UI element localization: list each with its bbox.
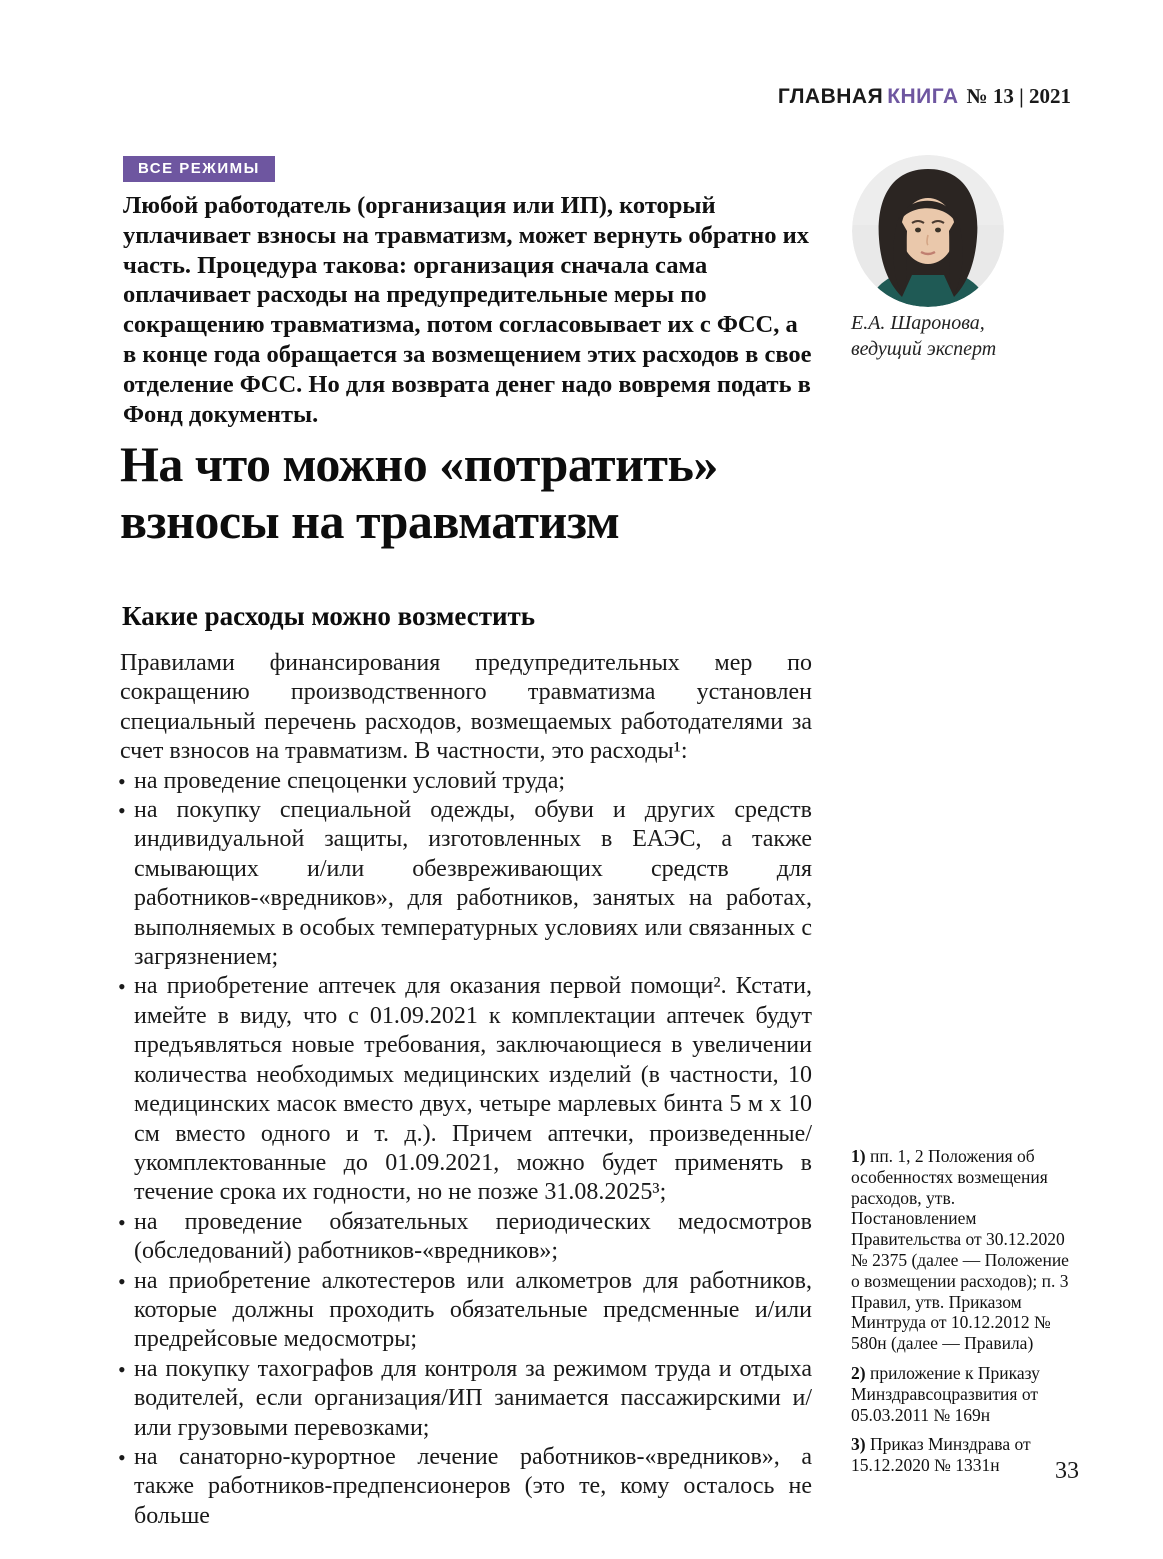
footnote-text: Приказ Минздрава от 15.12.2020 № 1331н [851,1434,1031,1476]
article-body [120,649,812,1531]
footnote-number: 1) [851,1146,866,1166]
article-title-line2: взносы на травматизм [120,493,620,549]
list-item: • на проведение обязательных периодических медосмотров (обследований) работников-«вредников»; [120,1208,812,1267]
footnote-text: пп. 1, 2 Положения об особенностях возмещения расходов, утв. Постановлением Правительства от 30.12.2020 № 2375 (далее — Положение о возмещении расходов); п. 3 Правил, утв. Приказом Минтруда от 10.12.2012 № 580н (далее — Правила) [851,1146,1069,1354]
list-item: • на приобретение алкотестеров или алкометров для работников, которые должны проходить обязательные предсменные и/или предрейсовые медосмотры; [120,1267,812,1355]
article-title [120,436,880,550]
list-item: • на проведение спецоценки условий труда; [120,767,812,796]
brand-name-main: ГЛАВНАЯ [777,85,884,108]
page-number: 33 [1055,1458,1079,1484]
author-role: ведущий эксперт [851,338,997,360]
footnotes-column [851,1146,1077,1485]
article-title-line1: На что можно «потратить» [120,436,718,492]
lead-paragraph: Любой работодатель (организация или ИП), который уплачивает взносы на травматизм, может вернуть обратно их часть. Процедура такова: организация сначала сама оплачивает расходы на предупредительные меры по сокращению травматизма, потом согласовывает их с ФСС, а в конце года обращается за возмещением этих расходов в свое отделение ФСС. Но для возврата денег надо вовремя подать в Фонд документы. [123,192,812,428]
author-photo [852,155,1004,307]
author-name: Е.А. Шаронова, [851,312,985,334]
intro-paragraph: Правилами финансирования предупредительных мер по сокращению производственного травматизма установлен специальный перечень расходов, возмещаемых работодателями за счет взносов на травматизм. В частности, это расходы¹: [120,650,812,765]
issue-number: № 13 | 2021 [966,84,1071,108]
list-item: • на покупку специальной одежды, обуви и других средств индивидуальной защиты, изготовленных в ЕАЭС, а также смывающих и/или обезвреживающих средств для работников-«вредников», для работников, занятых на работах, выполняемых в особых температурных условиях или связанных с загрязнением; [120,796,812,972]
brand-name-accent: КНИГА [887,85,959,108]
issue-header [778,84,1071,109]
list-item: • на приобретение аптечек для оказания первой помощи². Кстати, имейте в виду, что с 01.09.2021 к комплектации аптечек будут предъявляться новые требования, заключающиеся в увеличении количества необходимых медицинских изделий (в частности, 10 медицинских масок вместо двух, четыре марлевых бинта 5 м х 10 см вместо одного и т. д.). Причем аптечки, произведенные/укомплектованные до 01.09.2021, можно будет применять в течение срока их годности, но не позже 31.08.2025³; [120,972,812,1207]
portrait-illustration [852,155,1004,307]
footnote-number: 2) [851,1362,866,1383]
list-item: • на санаторно-курортное лечение работников-«вредников», а также работников-предпенсионеров (это те, кому осталось не больше [120,1443,812,1531]
footnote-number: 3) [851,1434,866,1455]
footnote [851,1434,1077,1476]
footnote [851,1363,1077,1425]
footnote [851,1146,1077,1354]
author-caption [851,310,1081,362]
section-heading: Какие расходы можно возместить [122,601,536,631]
expense-list [120,767,812,1532]
tax-regime-badge: ВСЕ РЕЖИМЫ [123,156,275,182]
list-item: • на покупку тахографов для контроля за режимом труда и отдыха водителей, если организация/ИП занимается пассажирскими и/или грузовыми перевозками; [120,1355,812,1443]
footnote-text: приложение к Приказу Минздравсоцразвития от 05.03.2011 № 169н [851,1362,1040,1425]
